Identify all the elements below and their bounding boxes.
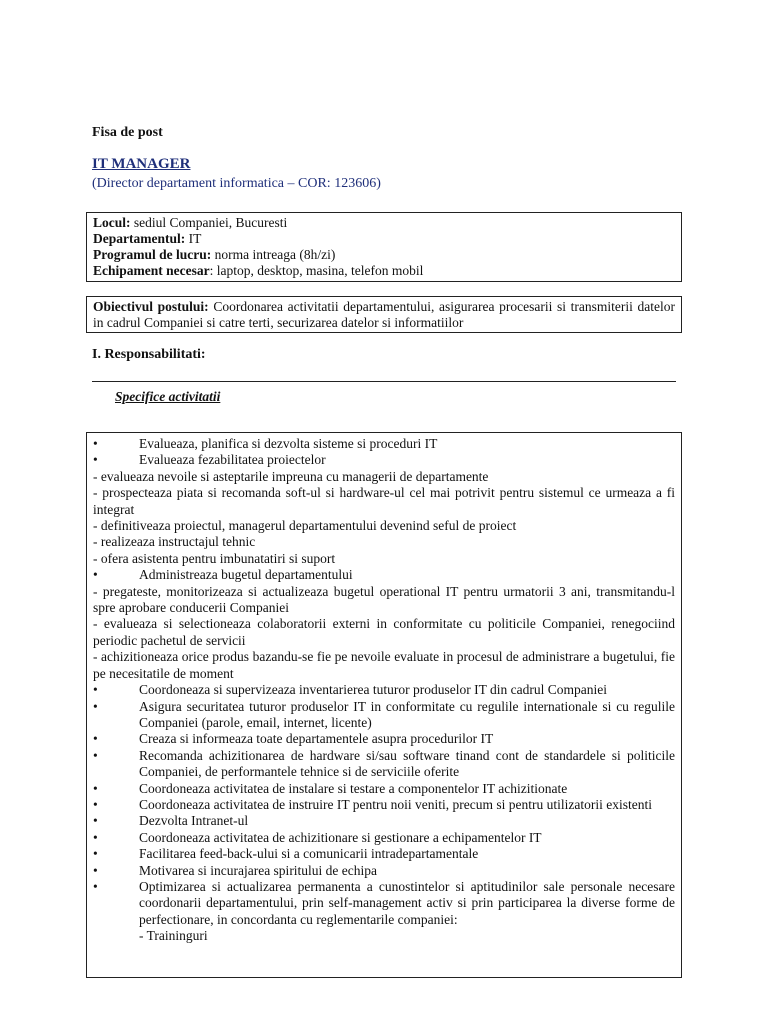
list-item-text: Coordoneaza activitatea de instruire IT pentru noii veniti, precum si pentru utilizatorii existenti (139, 796, 652, 812)
schedule-row (93, 247, 675, 263)
bullet-icon: • (93, 567, 98, 583)
list-item-text: Recomanda achizitionarea de hardware si/sau software tinand cont de standardele si politicile Companiei, de performantele tehnice si de serviciile oferite (139, 747, 675, 780)
dash-list-item: - achizitioneaza orice produs bazandu-se fie pe nevoile evaluate in procesul de administrare a bugetului, fie pe necesitatile de moment (93, 649, 675, 681)
responsibilities-heading: I. Responsabilitati: (92, 347, 206, 362)
objective-label: Obiectivul postului: (93, 299, 209, 314)
bullet-icon: • (93, 731, 98, 747)
job-info-box (86, 212, 682, 282)
dash-list-item: - evalueaza nevoile si asteptarile impreuna cu managerii de departamente (93, 468, 489, 484)
department-row (93, 231, 675, 247)
list-item-text: Evalueaza, planifica si dezvolta sisteme si proceduri IT (139, 436, 438, 451)
list-item-text: Facilitarea feed-back-ului si a comunicarii intradepartamentale (139, 846, 479, 862)
list-item (93, 748, 675, 781)
section-divider (92, 381, 676, 382)
location-row (93, 215, 675, 231)
objective-text: Coordonarea activitatii departamentului, asigurarea procesarii si transmiterii datelor in cadrul Companiei si catre terti, securizarea datelor si informatiilor (93, 299, 675, 330)
equipment-value: : laptop, desktop, masina, telefon mobil (209, 263, 424, 278)
bullet-icon: • (93, 747, 98, 763)
list-item (93, 813, 675, 829)
bullet-icon: • (93, 862, 98, 878)
list-item-text: Administreaza bugetul departamentului (139, 567, 353, 583)
sub-list-item: - Traininguri (139, 928, 208, 944)
list-item (93, 436, 675, 452)
list-item-text: Evalueaza fezabilitatea proiectelor (139, 452, 326, 468)
dash-list-item: - ofera asistenta pentru imbunatatiri si suport (93, 550, 336, 566)
document-label: Fisa de post (92, 125, 163, 140)
list-item-text: Optimizarea si actualizarea permanenta a cunostintelor si aptitudinilor sale personale necesare coordonarii departamentului, prin self-management activ si prin participarea la diverse forme de perfectionare, in concordanta cu reglementarile companiei: (139, 878, 675, 927)
list-item (93, 699, 675, 732)
job-subtitle: (Director departament informatica – COR: 123606) (92, 176, 381, 191)
schedule-value: norma intreaga (8h/zi) (211, 247, 336, 262)
bullet-icon: • (93, 813, 98, 829)
list-item (93, 830, 675, 846)
list-item (93, 731, 675, 747)
responsibilities-list (86, 432, 682, 978)
job-title: IT MANAGER (92, 156, 191, 172)
dash-list-item: - pregateste, monitorizeaza si actualizeaza bugetul operational IT pentru urmatorii 3 ani, transmitandu-l spre aprobare conducerii Companiei (93, 583, 675, 616)
bullet-icon: • (93, 796, 98, 812)
list-item-text: Coordoneaza activitatea de instalare si testare a componentelor IT achizitionate (139, 780, 568, 796)
equipment-label: Echipament necesar (93, 263, 210, 278)
list-item (93, 863, 675, 879)
schedule-label: Programul de lucru: (93, 247, 212, 262)
list-item-text: Coordoneaza si supervizeaza inventarierea tuturor produselor IT din cadrul Companiei (139, 682, 607, 698)
bullet-icon: • (93, 846, 98, 862)
list-item (93, 879, 675, 928)
location-label: Locul: (93, 215, 131, 230)
list-item (93, 797, 675, 813)
dash-list-item: - prospecteaza piata si recomanda soft-ul si hardware-ul cel mai potrivit pentru sistemul ce urmeaza a fi integrat (93, 485, 675, 517)
bullet-icon: • (93, 452, 98, 468)
location-value: sediul Companiei, Bucuresti (130, 215, 288, 230)
department-label: Departamentul: (93, 231, 186, 246)
list-item-text: Creaza si informeaza toate departamentele asupra procedurilor IT (139, 731, 494, 747)
bullet-icon: • (93, 878, 98, 894)
bullet-icon: • (93, 682, 98, 698)
list-item-text: Coordoneaza activitatea de achizitionare si gestionare a echipamentelor IT (139, 829, 542, 845)
list-item (93, 781, 675, 797)
bullet-icon: • (93, 436, 98, 451)
bullet-icon: • (93, 780, 98, 796)
dash-list-item: - evalueaza si selectioneaza colaboratorii externi in conformitate cu politicile Companiei, renegociind periodic pachetul de servicii (93, 616, 675, 648)
equipment-row (93, 263, 675, 279)
list-item (93, 846, 675, 862)
list-item-text: Motivarea si incurajarea spiritului de echipa (139, 862, 378, 878)
dash-list-item: - definitiveaza proiectul, managerul departamentului devenind seful de proiect (93, 518, 517, 534)
list-item (93, 452, 675, 468)
bullet-icon: • (93, 698, 98, 714)
list-item (93, 567, 675, 583)
specific-activities-heading: Specifice activitatii (115, 389, 221, 404)
list-item (93, 682, 675, 698)
department-value: IT (185, 231, 202, 246)
objective-box (86, 296, 682, 333)
list-item-text: Asigura securitatea tuturor produselor IT in conformitate cu regulile internationale si cu regulile Companiei (parole, email, internet, licente) (139, 698, 675, 730)
list-item-text: Dezvolta Intranet-ul (139, 813, 249, 829)
bullet-icon: • (93, 829, 98, 845)
dash-list-item: - realizeaza instructajul tehnic (93, 534, 256, 550)
